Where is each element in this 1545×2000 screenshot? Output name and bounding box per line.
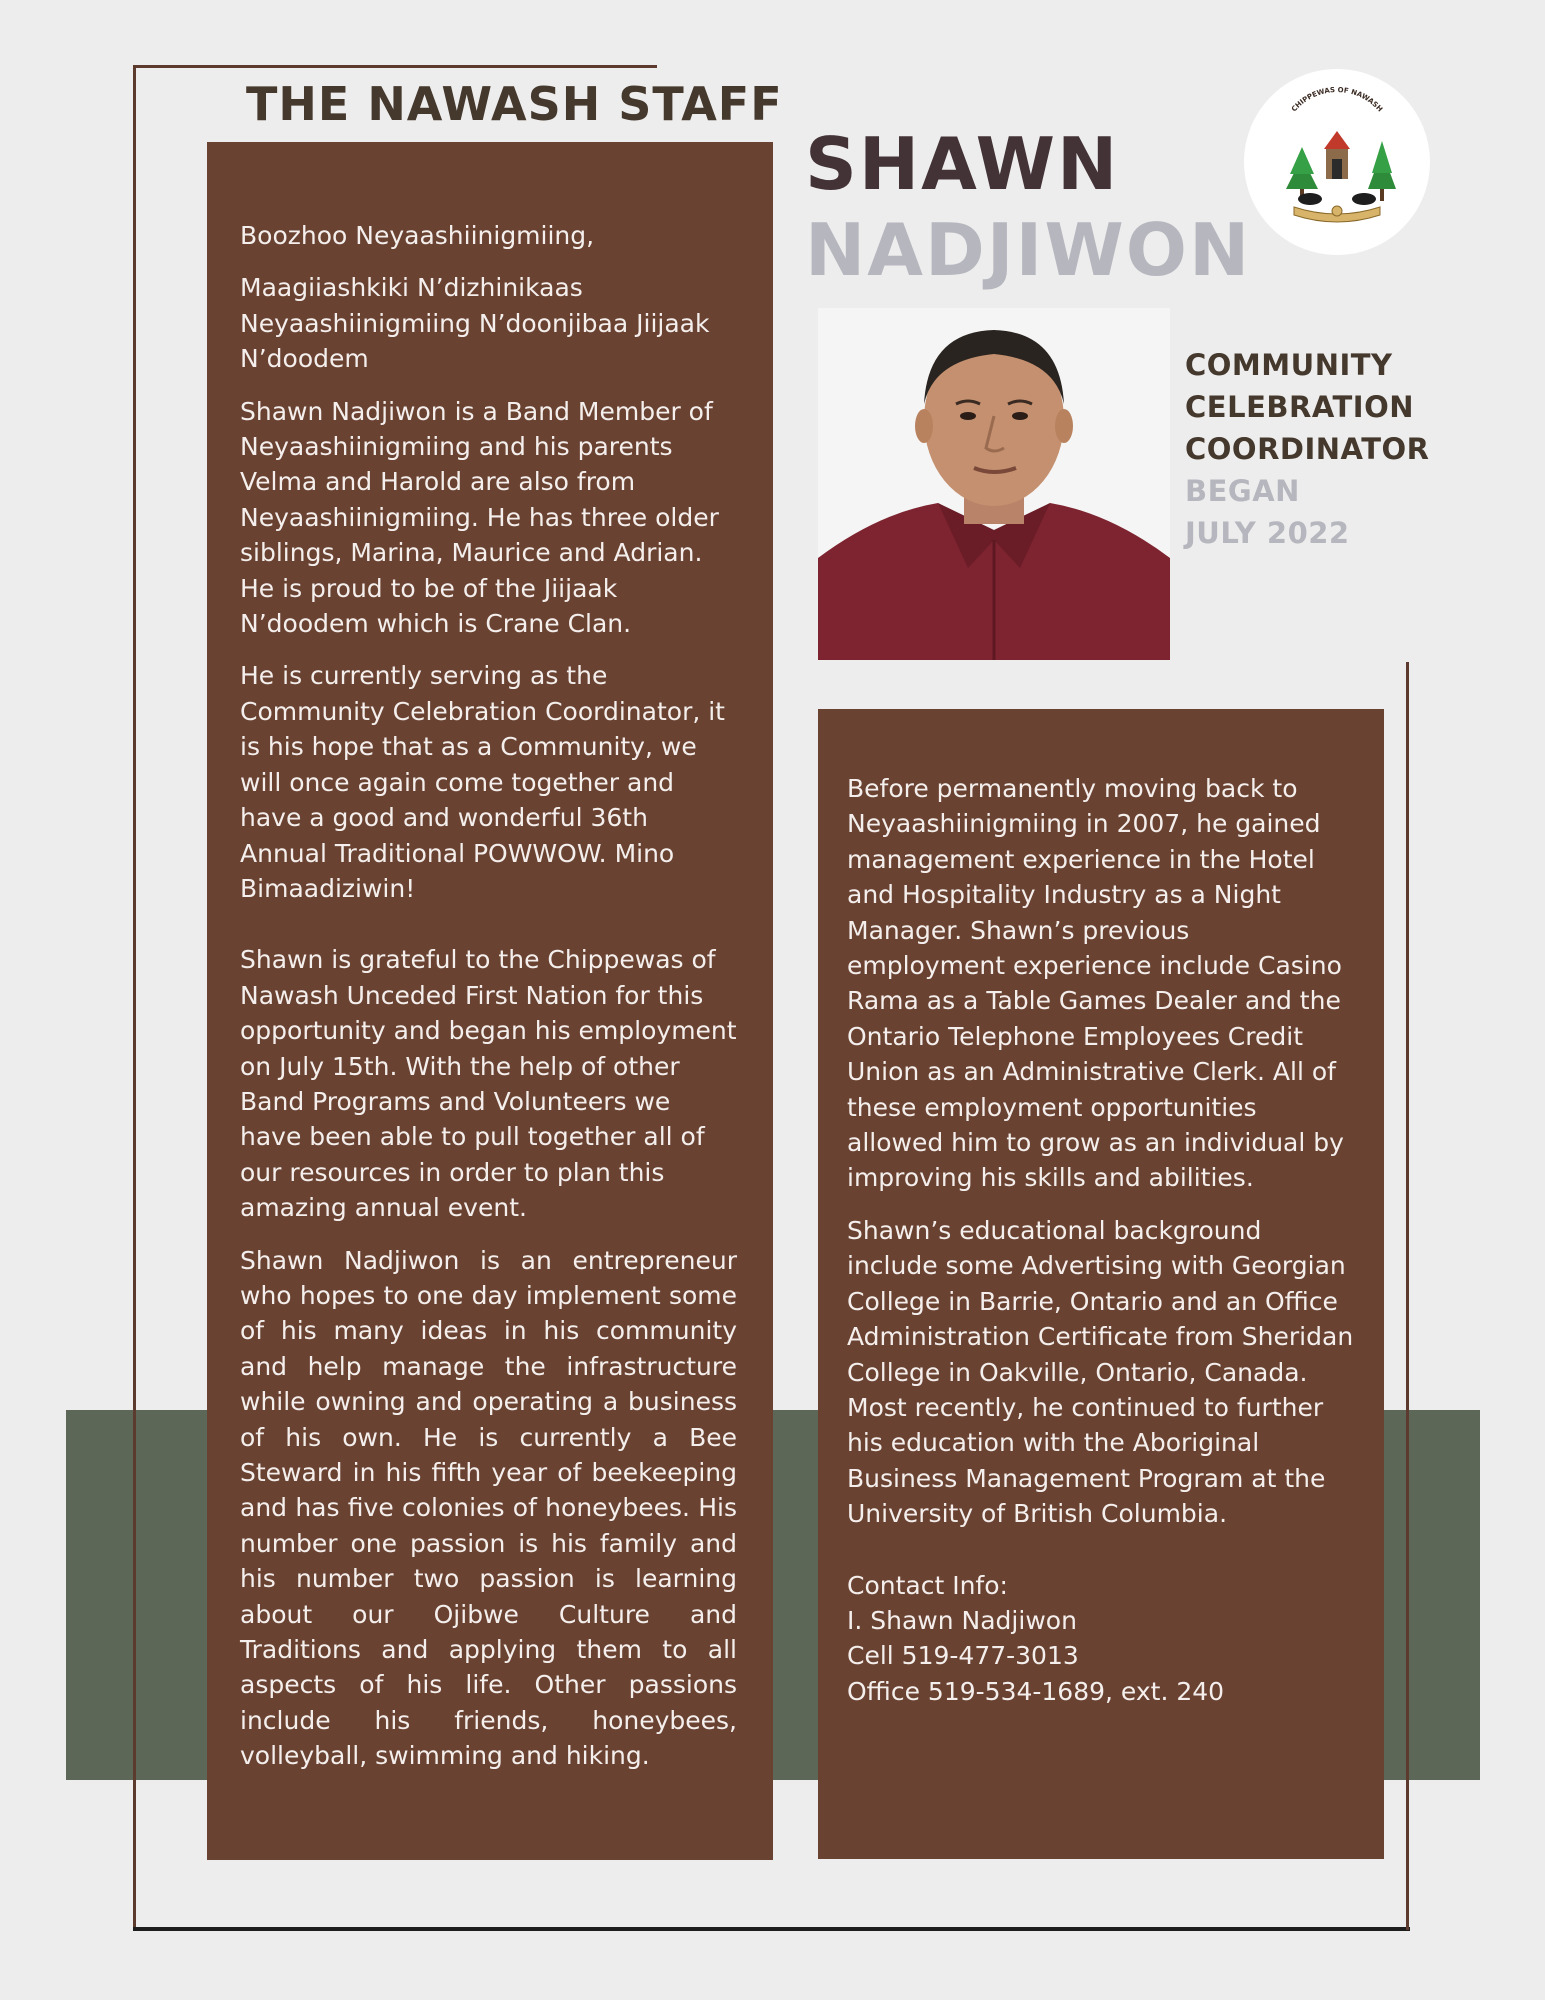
person-first-name: SHAWN xyxy=(805,122,1120,206)
contact-info xyxy=(847,1568,1354,1710)
portrait-photo xyxy=(818,308,1170,660)
ojibwe-intro-paragraph: Maagiiashkiki N’dizhinikaas Neyaashiinigmiing N’doonjibaa Jiijaak N’doodem xyxy=(240,273,710,374)
role-line: COMMUNITY xyxy=(1185,348,1393,382)
frame-line-left xyxy=(133,65,136,1931)
frame-line-right xyxy=(1406,662,1409,1930)
gratitude-paragraph: Shawn is grateful to the Chippewas of Nawash Unceded First Nation for this opportunity and began his employment on July 15th. With the help of other Band Programs and Volunteers we have been able to pull together all of our resources in order to plan this amazing annual event. xyxy=(240,945,737,1223)
frame-line-top xyxy=(133,65,657,68)
role-line: COORDINATOR xyxy=(1185,432,1430,466)
greeting-paragraph: Boozhoo Neyaashiinigmiing, xyxy=(240,221,595,250)
role-paragraph: He is currently serving as the Community Celebration Coordinator, it is his hope that as a Community, we will once again come together and have a good and wonderful 36th Annual Traditional POWWOW. Mino Bimaadiziwin! xyxy=(240,661,725,903)
biography-right-column xyxy=(818,709,1384,1859)
entrepreneur-paragraph: Shawn Nadjiwon is an entrepreneur who hopes to one day implement some of his many ideas in his community and help manage the infrastructure while owning and operating a business of his own. He is currently a Bee Steward in his fifth year of beekeeping and has five colonies of honeybees. His number one passion is his family and his number two passion is learning about our Ojibwe Culture and Traditions and applying them to all aspects of his life. Other passions include his friends, honeybees, volleyball, swimming and hiking. xyxy=(240,1245,737,1771)
seal-graphic xyxy=(1244,69,1430,255)
contact-cell: Cell 519-477-3013 xyxy=(847,1641,1079,1671)
family-paragraph: Shawn Nadjiwon is a Band Member of Neyaashiinigmiing and his parents Velma and Harold are also from Neyaashiinigmiing. He has three older siblings, Marina, Maurice and Adrian. He is proud to be of the Jiijaak N’doodem which is Crane Clan. xyxy=(240,396,719,639)
contact-heading: Contact Info: xyxy=(847,1570,1008,1600)
seal-top-text: CHIPPEWAS OF NAWASH xyxy=(1290,85,1384,114)
start-date-line: JULY 2022 xyxy=(1185,516,1350,550)
chippewas-of-nawash-seal-icon xyxy=(1244,69,1430,255)
start-date-line: BEGAN xyxy=(1185,474,1300,508)
page-title: THE NAWASH STAFF xyxy=(246,77,783,131)
biography-left-column xyxy=(207,142,773,1860)
education-paragraph: Shawn’s educational background include some Advertising with Georgian College in Barrie, Ontario and an Office Administration Certificate from Sheridan College in Oakville, Ontario, Canada. Most recently, he continued to further his education with the Aboriginal Business Management Program at the University of British Columbia. xyxy=(847,1215,1354,1529)
person-last-name: NADJIWON xyxy=(805,208,1252,292)
role-line: CELEBRATION xyxy=(1185,390,1415,424)
experience-paragraph: Before permanently moving back to Neyaashiinigmiing in 2007, he gained management experience in the Hotel and Hospitality Industry as a Night Manager. Shawn’s previous employment experience include Casino Rama as a Table Games Dealer and the Ontario Telephone Employees Credit Union as an Administrative Clerk. All of these employment opportunities allowed him to grow as an individual by improving his skills and abilities. xyxy=(847,774,1344,1193)
frame-line-bottom xyxy=(133,1927,1410,1931)
contact-office: Office 519-534-1689, ext. 240 xyxy=(847,1676,1225,1706)
portrait-illustration xyxy=(818,308,1170,660)
role-block xyxy=(1185,344,1485,554)
contact-name: I. Shawn Nadjiwon xyxy=(847,1605,1077,1635)
